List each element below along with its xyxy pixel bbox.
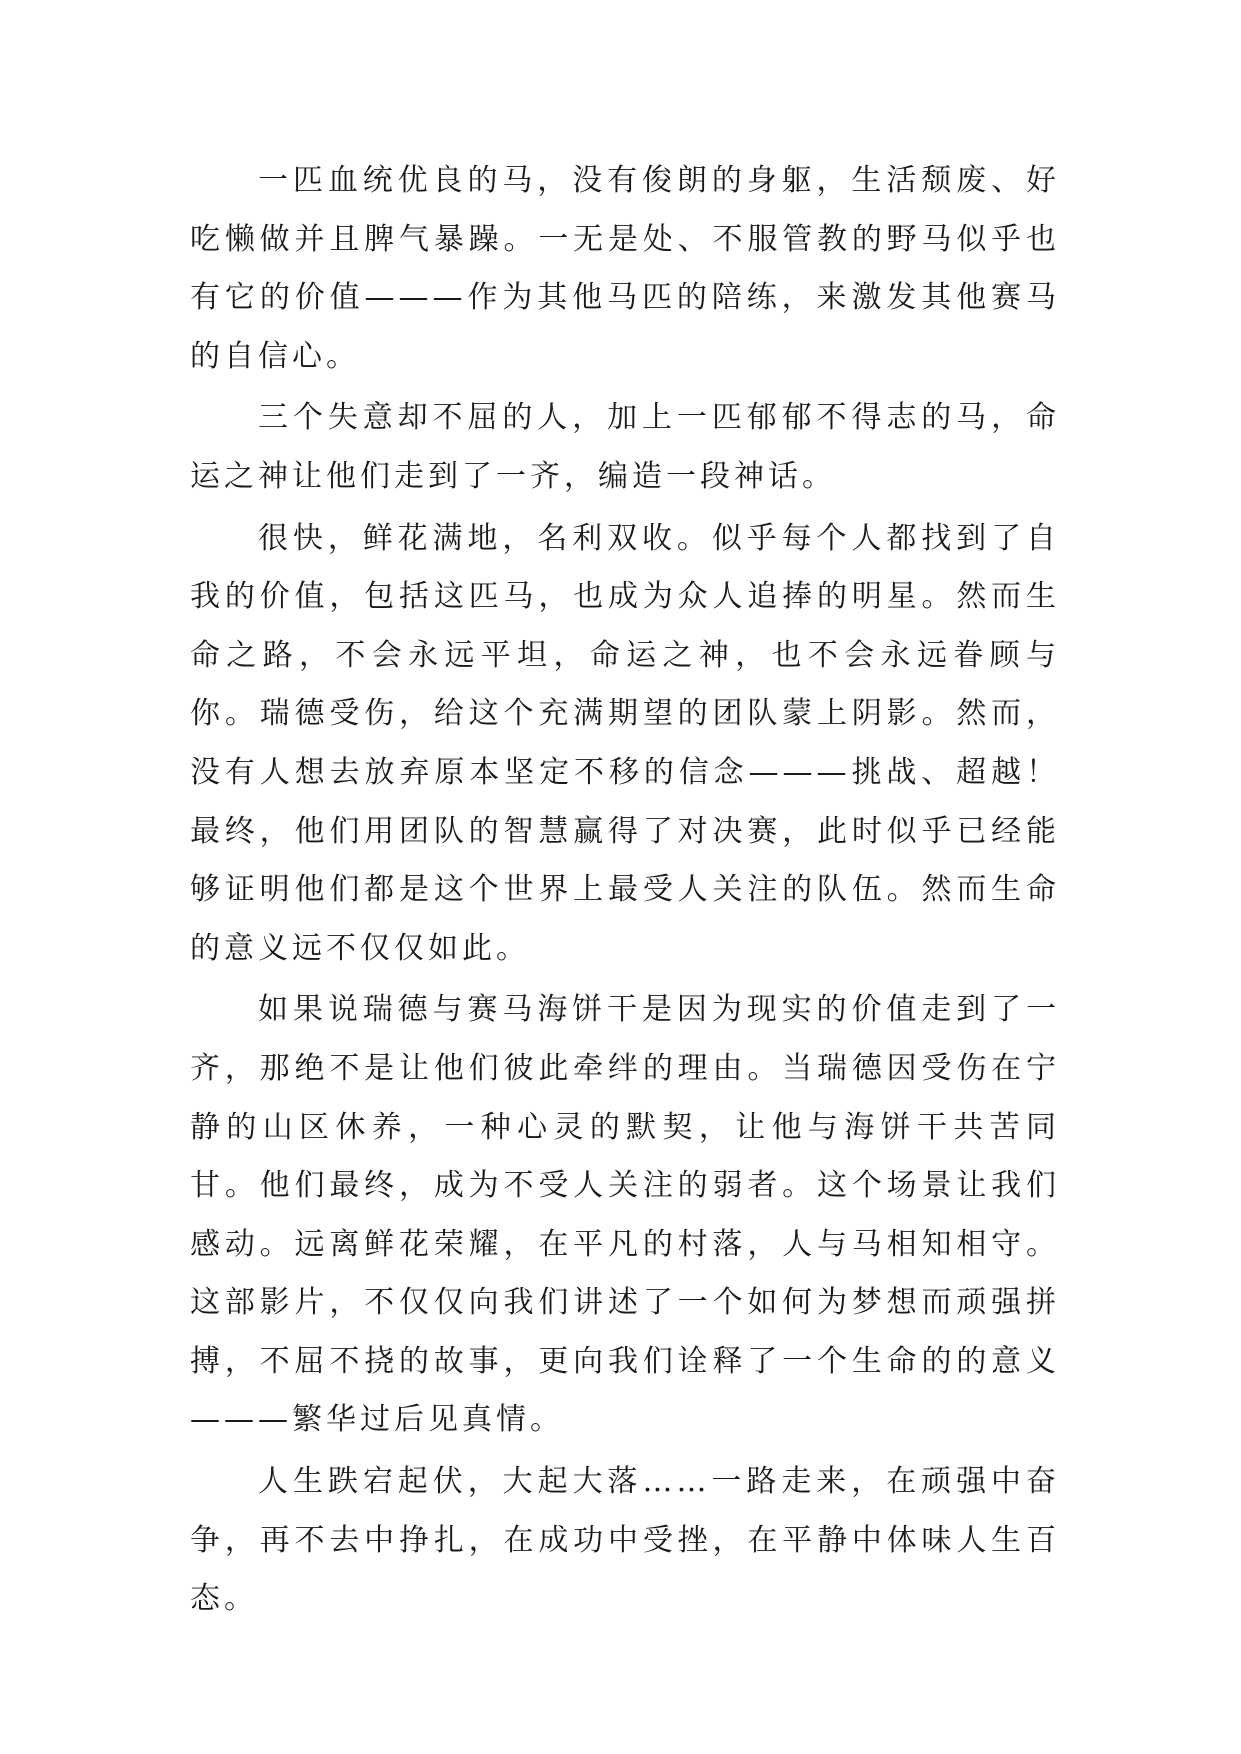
paragraph: 人生跌宕起伏，大起大落……一路走来，在顽强中奋争，再不去中挣扎，在成功中受挫，在平静中体味人生百态。	[190, 1464, 1060, 1617]
paragraph: 很快，鲜花满地，名利双收。似乎每个人都找到了自我的价值，包括这匹马，也成为众人追捧的明星。然而生命之路，不会永远平坦，命运之神，也不会永远眷顾与你。瑞德受伤，给这个充满期望的团队蒙上阴影。然而，没有人想去放弃原本坚定不移的信念———挑战、超越！最终，他们用团队的智慧赢得了对决赛，此时似乎已经能够证明他们都是这个世界上最受人关注的队伍。然而生命的意义远不仅仅如此。	[190, 520, 1060, 966]
paragraph: 一匹血统优良的马，没有俊朗的身躯，生活颓废、好吃懒做并且脾气暴躁。一无是处、不服管教的野马似乎也有它的价值———作为其他马匹的陪练，来激发其他赛马的自信心。	[190, 163, 1060, 374]
paragraph: 如果说瑞德与赛马海饼干是因为现实的价值走到了一齐，那绝不是让他们彼此牵绊的理由。当瑞德因受伤在宁静的山区休养，一种心灵的默契，让他与海饼干共苦同甘。他们最终，成为不受人关注的弱者。这个场景让我们感动。远离鲜花荣耀，在平凡的村落，人与马相知相守。这部影片，不仅仅向我们讲述了一个如何为梦想而顽强拼搏，不屈不挠的故事，更向我们诠释了一个生命的的意义———繁华过后见真情。	[190, 992, 1060, 1438]
document-body	[190, 152, 1060, 1632]
paragraph: 三个失意却不屈的人，加上一匹郁郁不得志的马，命运之神让他们走到了一齐，编造一段神话。	[190, 400, 1060, 494]
